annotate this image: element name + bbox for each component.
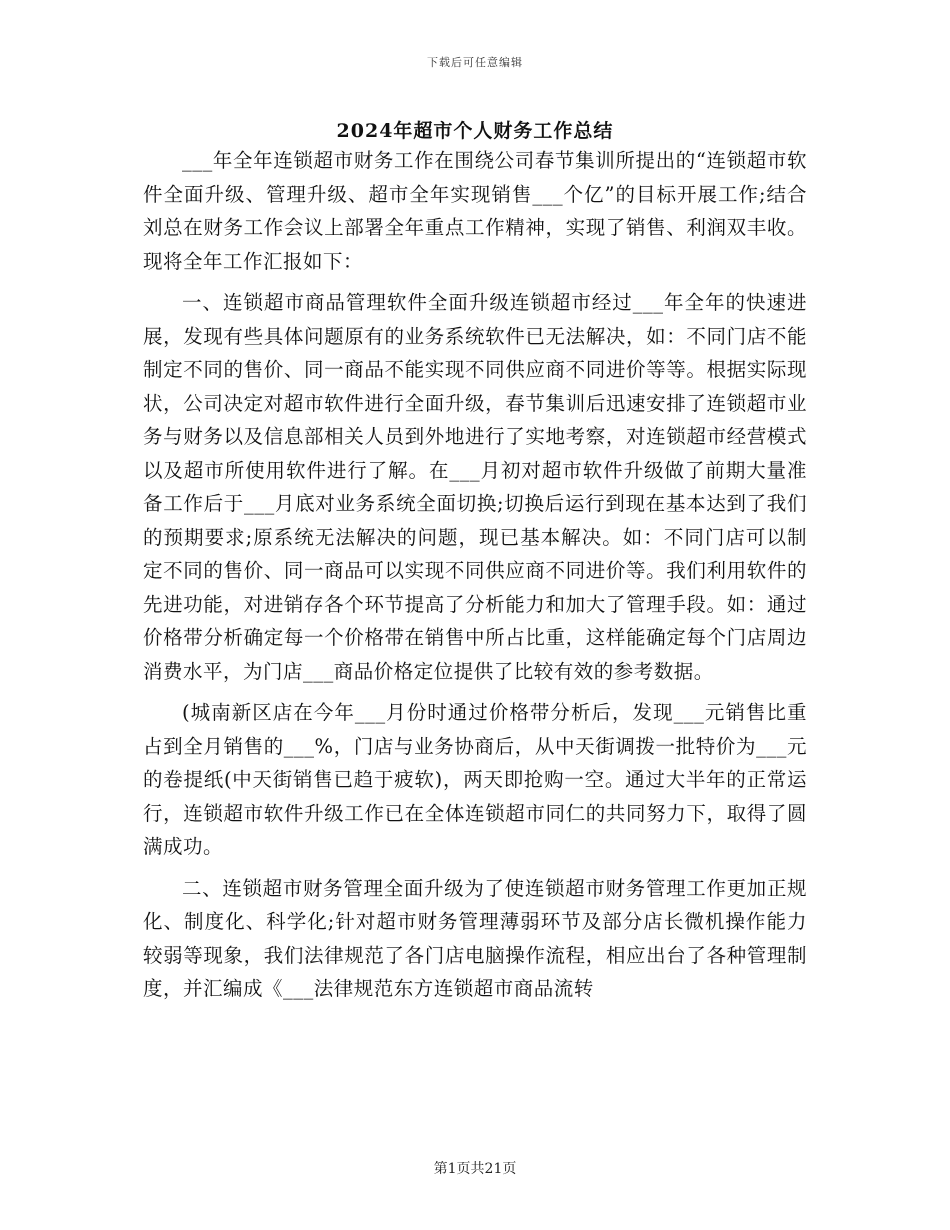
paragraph-example: (城南新区店在今年___月份时通过价格带分析后，发现___元销售比重占到全月销售的___%，门店与业务协商后，从中天街调拨一批特价为___元的卷提纸(中天街销售已趋于疲软)，两天即抢购一空。通过大半年的正常运行，连锁超市软件升级工作已在全体连锁超市同仁的共同努力下，取得了圆满成功。 [143, 701, 807, 858]
paragraph-intro: ___年全年连锁超市财务工作在围绕公司春节集训所提出的“连锁超市软件全面升级、管理升级、超市全年实现销售___个亿”的目标开展工作;结合刘总在财务工作会议上部署全年重点工作精神，实现了销售、利润双丰收。现将全年工作汇报如下： [143, 149, 807, 273]
paragraph-section-1: 一、连锁超市商品管理软件全面升级连锁超市经过___年全年的快速进展，发现有些具体问题原有的业务系统软件已无法解决，如：不同门店不能制定不同的售价、同一商品不能实现不同供应商不同进价等等。根据实际现状，公司决定对超市软件进行全面升级，春节集训后迅速安排了连锁超市业务与财务以及信息部相关人员到外地进行了实地考察，对连锁超市经营模式以及超市所使用软件进行了解。在___月初对超市软件升级做了前期大量准备工作后于___月底对业务系统全面切换;切换后运行到现在基本达到了我们的预期要求;原系统无法解决的问题，现已基本解决。如：不同门店可以制定不同的售价、同一商品可以实现不同供应商不同进价等。我们利用软件的先进功能，对进销存各个环节提高了分析能力和加大了管理手段。如：通过价格带分析确定每一个价格带在销售中所占比重，这样能确定每个门店周边消费水平，为门店___商品价格定位提供了比较有效的参考数据。 [143, 291, 807, 683]
document-title: 2024年超市个人财务工作总结 [336, 120, 614, 142]
page-header-note: 下载后可任意编辑 [427, 56, 523, 69]
paragraph-section-2: 二、连锁超市财务管理全面升级为了使连锁超市财务管理工作更加正规化、制度化、科学化;针对超市财务管理薄弱环节及部分店长微机操作能力较弱等现象，我们法律规范了各门店电脑操作流程，相应出台了各种管理制度，并汇编成《___法律规范东方连锁超市商品流转 [143, 876, 807, 1000]
page-number: 第1页共21页 [433, 1161, 517, 1177]
document-body [143, 144, 807, 1014]
